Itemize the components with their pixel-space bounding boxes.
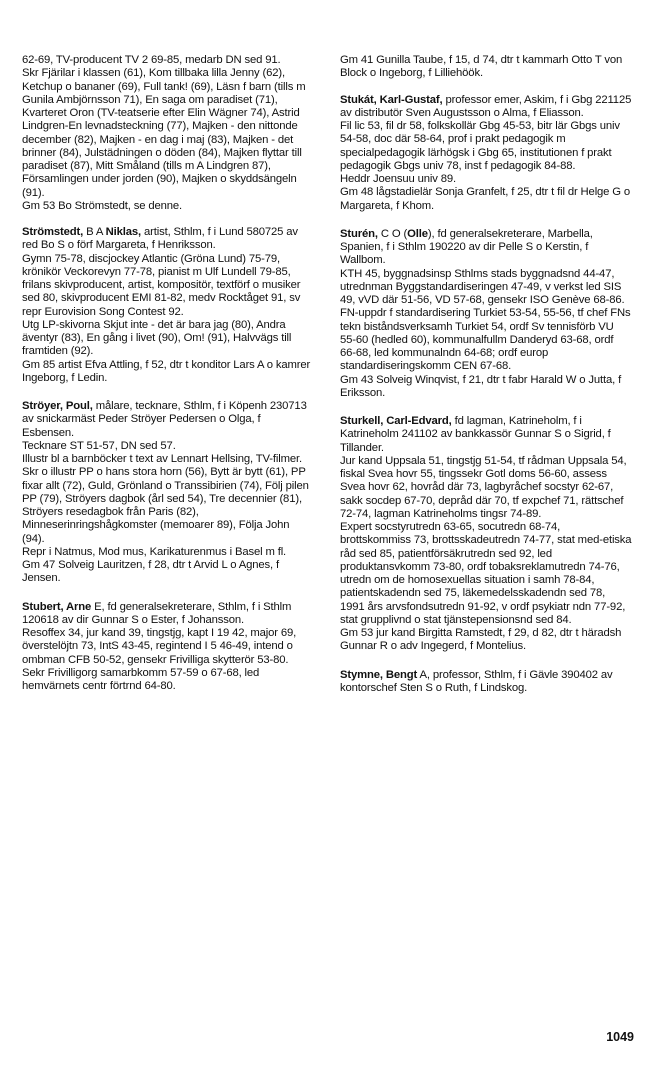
entry-paragraph: Expert socstyrutredn 63-65, socutredn 68-74, brottskommiss 73, brottsskadeutredn 74-77, stat med-etiska råd sed 85, patientförsäkrutredn sed 92, led produktansvkomm 73-80, ordf tobaksreklamutredn 74-76, utredn om de homosexuellas situation i samh 78-84, patientskadendn sed 75, läkemedelsskadendn sed 78, 1991 års arvsfondsutredn 91-92, v ordf psykiatr ndn 77-92, stat grupplivnd o stat tjänstepensionsnd sed 84. [340,521,632,626]
entry-lead: , fd generalsekreterare, Marbella, Spanien, f i Sthlm 190220 av dir Pelle S o Kerstin, f Wallbom. [340,227,593,267]
biography-entry [22,601,314,694]
entry-paragraph: Skr Fjärilar i klassen (61), Kom tillbaka lilla Jenny (62), Ketchup o bananer (69), Full tank! (69), Läsn f barn (tills m Gunila Ambjörnsson 71), En saga om paradiset (71), Kvarteret Oron (TV-teatserie efter Elin Wägner 74), Astrid Lindgren-En levnadsteckning (77), Majken - den nittonde december (82), Majken - en dag i maj (83), Majken - det brinner (84), Julstädningen o döden (84), Majken flyttar till paradiset (87), Mitt Småland (tills m A Lindgren 87), Församlingen under jorden (90), Majken o skyddsängeln (91). [22,67,306,199]
entry-given-names: C O ( [377,227,408,240]
entry-paragraph: FN-uppdr f standardisering Turkiet 53-54, 55-56, tf chef FNs tekn biståndsverksamh Turkiet 54, ordf Sv tennisförb VU 55-60 (hedled 60), kommunalfullm Danderyd 63-68, ordf 66-68, led kommunalndn 64-68; ordf europ standardiseringskomm CEN 67-68. [340,307,631,373]
biography-entry [22,400,314,586]
entry-surname: Stukát, Karl-Gustaf, [340,93,443,106]
entry-paragraph: Skr o illustr PP o hans stora horn (56), Bytt är bytt (61), PP fixar allt (72), Guld, Grönland o Transsibirien (74), Följ pilen PP (79), Ströyers dagbok (årl sed 54), Tre decennier (81), Ströyers resedagbok från Paris (82), Minneserinringshågkomster (memoarer 89), Följa John (94). [22,466,309,545]
entry-lead: fd lagman, Katrineholm, f i Katrineholm 241102 av bankkassör Gunnar S o Sigrid, f Tillander. [340,415,611,454]
entry-paragraph: Gm 48 lågstadielär Sonja Granfelt, f 25, dtr t fil dr Helge G o Margareta, f Khom. [340,186,631,212]
entry-header [340,669,632,696]
entry-paragraph: Gm 43 Solveig Winqvist, f 21, dtr t fabr Harald W o Jutta, f Eriksson. [340,373,622,399]
biography-continuation [340,54,632,81]
entry-header [340,94,632,121]
entry-header [22,601,314,628]
entry-paragraph: Gm 53 jur kand Birgitta Ramstedt, f 29, d 82, dtr t häradsh Gunnar R o adv Ingegerd, f Montelius. [340,627,622,653]
entry-surname: Sturén, [340,227,378,240]
entry-paragraph: KTH 45, byggnadsinsp Sthlms stads byggnadsnd 44-47, utrednman Byggstandardiseringen 47-49, v verkst led SIS 49, vVD där 51-56, VD 57-68, gensekr ISO Genève 68-86. [340,267,625,306]
entry-lead: målare, tecknare, Sthlm, f i Köpenh 230713 av snickarmäst Peder Ströyer Pedersen o Olga, f Esbensen. [22,400,307,439]
entry-paragraph: Resoffex 34, jur kand 39, tingstjg, kapt I 19 42, major 69, överstelöjtn 73, IntS 43-45, regintend I 5 46-49, intend o ombman CFB 50-52, gensekr Frivilliga skytterör 53-80. Sekr Frivilligorg samarbkomm 57-59 o 67-68, led hemvärnets centr förtrnd 64-80. [22,627,297,692]
biography-entry [22,226,314,385]
entry-paragraph: Gm 41 Gunilla Taube, f 15, d 74, dtr t kammarh Otto T von Block o Ingeborg, f Lilliehöök. [340,54,623,80]
biography-entry [340,228,632,400]
entry-lead: artist, Sthlm, f i Lund 580725 av red Bo S o förf Margareta, f Henriksson. [22,226,298,252]
entry-paragraph: Tecknare ST 51-57, DN sed 57. [22,439,176,452]
left-column [22,54,314,708]
entry-paragraph: Fil lic 53, fil dr 58, folkskollär Gbg 45-53, bitr lär Gbgs univ 54-58, doc där 58-64, prof i prakt pedagogik m specialpedagogik lärhögsk i Gbg 65, institutionen f prakt pedagogik Gbgs univ 78, inst f pedagogik 84-88. [340,120,620,172]
entry-paragraph: Jur kand Uppsala 51, tingstjg 51-54, tf rådman Uppsala 54, fiskal Svea hovr 55, tingssekr Gotl doms 56-60, assess Svea hovr 62, hovråd där 73, lagbyråchef socstyr 62-67, sakk socdep 67-70, depråd där 70, tf expchef 71, rättschef 72-74, lagman Katrineholms tingsr 74-89. [340,454,627,520]
entry-header [22,226,314,253]
entry-lead: professor emer, Askim, f i Gbg 221125 av distributör Sven Augustsson o Alma, f Eliasson. [340,93,632,119]
entry-paragraph: Heddr Joensuu univ 89. [340,173,457,185]
entry-paragraph: Gm 53 Bo Strömstedt, se denne. [22,199,183,212]
entry-header [22,400,314,440]
entry-paragraph: Utg LP-skivorna Skjut inte - det är bara jag (80), Andra äventyr (83), En gång i livet (90), Om! (91), Halvvägs till framtiden (92). [22,318,292,358]
entry-surname: Stubert, Arne [22,600,92,613]
right-column [340,54,632,710]
entry-paragraph: Gymn 75-78, discjockey Atlantic (Gröna Lund) 75-79, krönikör Veckorevyn 77-78, pianist m Ulf Lundell 79-85, frilans skivproducent, artist, kompositör, textförf o musiker sed 80, skivproducent EMI 81-82, medv Rocktåget 91, sv repr Eurovision Song Contest 92. [22,252,301,318]
entry-header [340,415,632,455]
biography-continuation [22,54,314,213]
entry-paragraph: Gm 85 artist Efva Attling, f 52, dtr t konditor Lars A o kamrer Ingeborg, f Ledin. [22,358,311,384]
entry-surname: Ströyer, Poul, [22,400,93,412]
biography-entry [340,94,632,213]
entry-lead: E, fd generalsekreterare, Sthlm, f i Sthlm 120618 av dir Gunnar S o Ester, f Johansson. [22,600,292,626]
entry-call-name: Niklas, [105,226,141,238]
entry-surname: Sturkell, Carl-Edvard, [340,415,452,427]
entry-header [340,228,632,268]
entry-paragraph: Illustr bl a barnböcker t text av Lennart Hellsing, TV-filmer. [22,453,302,465]
entry-given-names: ) [427,227,432,240]
entry-surname: Strömstedt, [22,226,84,238]
biography-entry [340,415,632,654]
entry-surname: Stymne, Bengt [340,668,418,681]
page-number: 1049 [606,1030,634,1044]
biography-entry [340,669,632,696]
entry-lead: A, professor, Sthlm, f i Gävle 390402 av kontorschef Sten S o Ruth, f Lindskog. [340,668,613,694]
entry-given-names: B A [83,226,106,238]
entry-paragraph: 62-69, TV-producent TV 2 69-85, medarb DN sed 91. [22,54,281,66]
entry-paragraph: Gm 47 Solveig Lauritzen, f 28, dtr t Arvid L o Agnes, f Jensen. [22,559,279,585]
entry-paragraph: Repr i Natmus, Mod mus, Karikaturenmus i Basel m fl. [22,545,287,558]
entry-call-name: Olle [407,227,428,240]
